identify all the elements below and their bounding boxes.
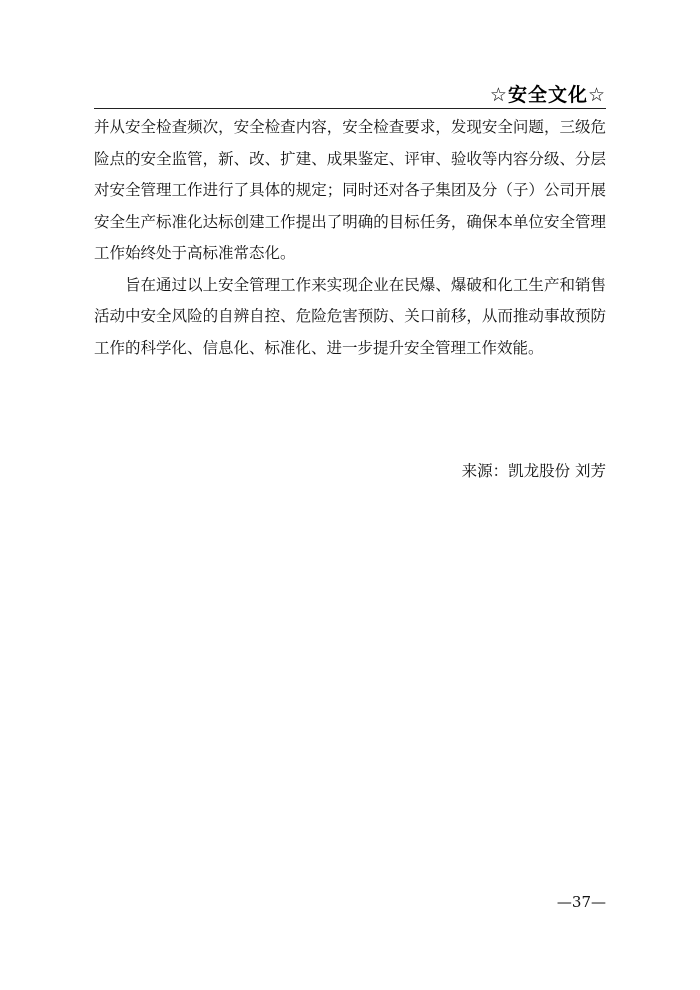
article-body: [94, 112, 606, 364]
article-paragraph-continued: 并从安全检查频次，安全检查内容，安全检查要求，发现安全问题，三级危险点的安全监管，新、改、扩建、成果鉴定、评审、验收等内容分级、分层对安全管理工作进行了具体的规定；同时还对各子集团及分（子）公司开展安全生产标准化达标创建工作提出了明确的目标任务，确保本单位安全管理工作始终处于高标准常态化。: [94, 118, 606, 262]
article-source: 来源：凯龙股份 刘芳: [461, 462, 606, 480]
section-title: ☆安全文化☆: [489, 84, 606, 106]
page-header: [94, 78, 606, 109]
page-number: —37—: [556, 893, 606, 911]
article-paragraph: 旨在通过以上安全管理工作来实现企业在民爆、爆破和化工生产和销售活动中安全风险的自辨自控、危险危害预防、关口前移，从而推动事故预防工作的科学化、信息化、标准化、进一步提升安全管理工作效能。: [94, 275, 606, 357]
